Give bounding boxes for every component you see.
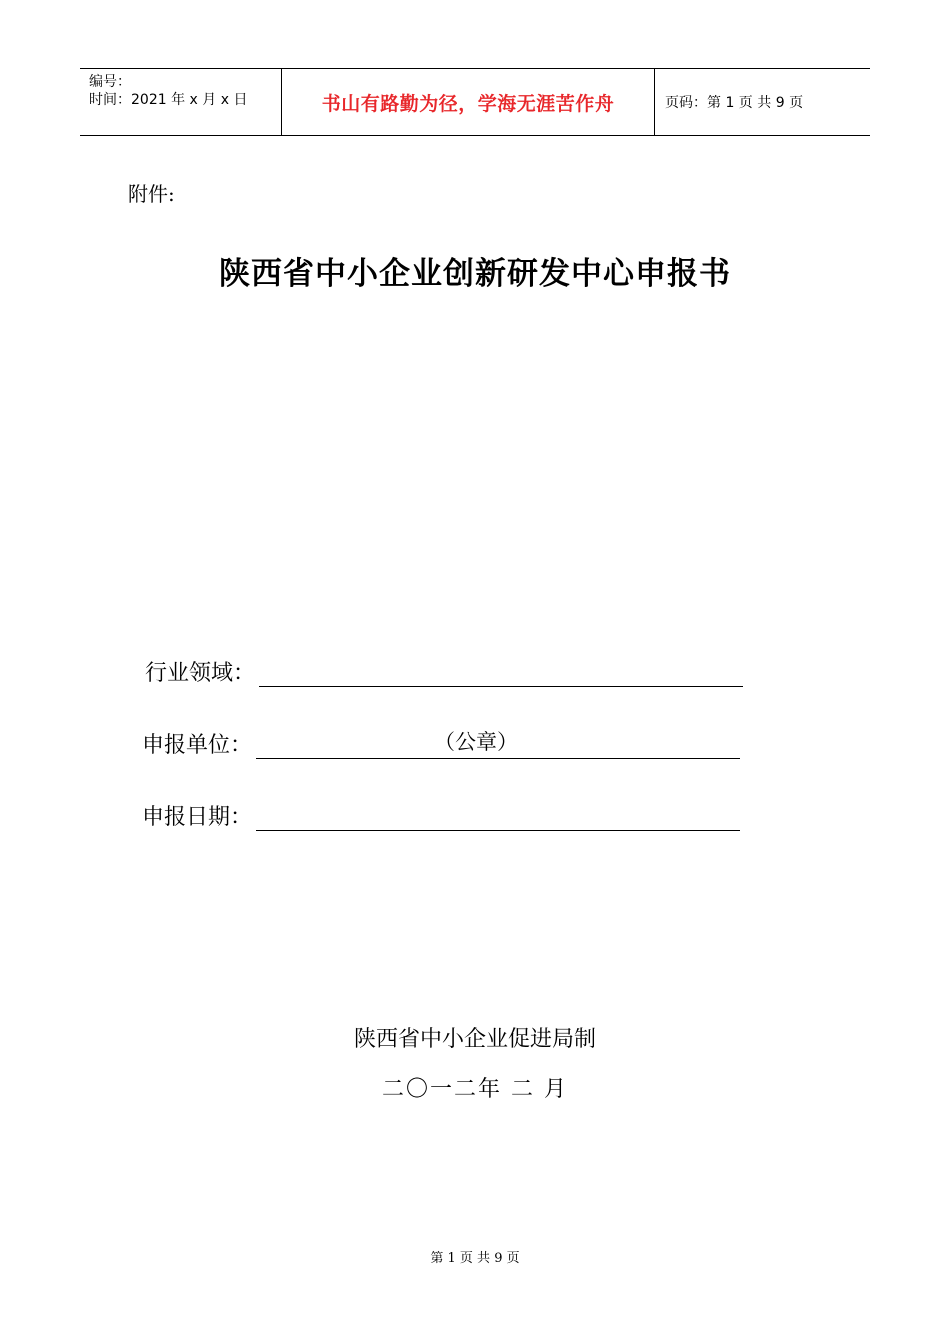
industry-field (145, 656, 743, 687)
date-label: 申报日期： (142, 805, 253, 830)
document-title: 陕西省中小企业创新研发中心申报书 (219, 256, 731, 292)
unit-field (142, 728, 740, 759)
unit-blank-line (256, 732, 740, 759)
unit-label: 申报单位： (142, 733, 253, 758)
header-motto: 书山有路勤为径，学海无涯苦作舟 (321, 92, 615, 115)
issuer: 陕西省中小企业促进局制 (353, 1027, 596, 1052)
page-footer: 第 1 页 共 9 页 (430, 1251, 520, 1266)
number-label: 编号： (89, 74, 131, 90)
header-page-info: 页码：第 1 页 共 9 页 (665, 95, 804, 111)
date-blank-line (256, 804, 740, 831)
unit-seal-note: （公章） (434, 730, 519, 754)
industry-blank-line (259, 660, 743, 687)
header-meta (80, 69, 282, 135)
industry-label: 行业领域： (145, 661, 256, 686)
time-label: 时间：2021 年 x 月 x 日 (89, 92, 248, 108)
header-motto-cell (282, 69, 655, 135)
attachment-label: 附件: (128, 182, 175, 206)
header-page-cell (655, 69, 870, 135)
date-field (142, 800, 740, 831)
issue-date: 二〇一二年 二 月 (382, 1077, 568, 1102)
page-header (80, 68, 870, 136)
